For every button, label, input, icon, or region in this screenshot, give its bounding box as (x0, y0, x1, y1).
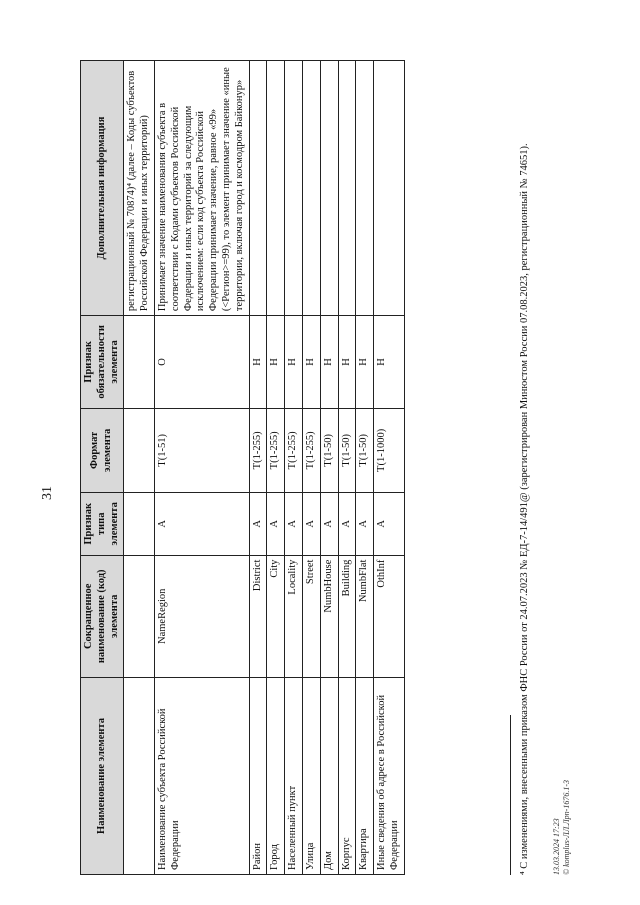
cell-code: District (249, 555, 267, 677)
cell-name: Населенный пункт (285, 678, 303, 875)
cell-format: T(1-255) (285, 408, 303, 492)
cell-name: Наименование субъекта Российской Федерации (154, 678, 249, 875)
table-row (356, 61, 374, 875)
cell-type: А (302, 493, 320, 556)
cell-name: Корпус (338, 678, 356, 875)
table-row (320, 61, 338, 875)
cell-empty (124, 678, 155, 875)
cell-code: OthInf (374, 555, 405, 677)
cell-name: Квартира (356, 678, 374, 875)
table-row (338, 61, 356, 875)
table-header-row (81, 61, 124, 875)
cell-format: T(1-255) (267, 408, 285, 492)
cell-info (302, 61, 320, 316)
cell-info (285, 61, 303, 316)
cell-format: T(1-50) (338, 408, 356, 492)
table-row-continuation (124, 61, 155, 875)
cell-type: А (154, 493, 249, 556)
footnote: ⁴ С изменениями, внесенными приказом ФНС России от 24.07.2023 № ЕД-7-14/491@ (зарегистрирован Минюстом России 07.08.2023, регистрационный № 74651). (519, 143, 530, 875)
header-element-name: Наименование элемента (81, 678, 124, 875)
cell-code: Street (302, 555, 320, 677)
cell-required: Н (302, 316, 320, 409)
cell-info (374, 61, 405, 316)
table-row (285, 61, 303, 875)
cell-format: T(1-255) (249, 408, 267, 492)
rotated-page (40, 60, 600, 880)
cell-code: Locality (285, 555, 303, 677)
cell-info (267, 61, 285, 316)
cell-required: Н (374, 316, 405, 409)
cell-empty (124, 555, 155, 677)
cell-type: А (249, 493, 267, 556)
cell-type: А (356, 493, 374, 556)
cell-required: Н (285, 316, 303, 409)
cell-name: Иные сведения об адресе в Российской Федерации (374, 678, 405, 875)
header-additional-info: Дополнительная информация (81, 61, 124, 316)
header-element-type: Признак типа элемента (81, 493, 124, 556)
cell-format: T(1-51) (154, 408, 249, 492)
table-row (267, 61, 285, 875)
header-element-code: Сокращенное наименование (код) элемента (81, 555, 124, 677)
cell-code: Building (338, 555, 356, 677)
stamp-line-1: 13.03.2024 17:23 (552, 818, 561, 875)
cell-name: Район (249, 678, 267, 875)
signature-stamp (552, 780, 571, 875)
cell-info (320, 61, 338, 316)
cell-info (356, 61, 374, 316)
cell-code: NumbHouse (320, 555, 338, 677)
cell-info (249, 61, 267, 316)
page-number: 31 (40, 486, 55, 500)
cell-code: City (267, 555, 285, 677)
cell-type: А (285, 493, 303, 556)
cell-code: NumbFlat (356, 555, 374, 677)
cell-empty (124, 408, 155, 492)
element-spec-table (80, 60, 405, 875)
cell-type: А (320, 493, 338, 556)
cell-required: Н (338, 316, 356, 409)
cell-required: Н (267, 316, 285, 409)
cell-name: Улица (302, 678, 320, 875)
table-row (374, 61, 405, 875)
cell-name: Город (267, 678, 285, 875)
cell-info: Принимает значение наименования субъекта в соответствии с Кодами субъектов Российской Федерации и иных территорий за следующим исключением: если код субъекта Российской Федерации принимает значение, равное «99» (<Регион>=99), то элемент принимает значение «иные территории, включая город и космодром Байконур» (154, 61, 249, 316)
cell-format: T(1-1000) (374, 408, 405, 492)
stamp-line-2: © komplus-ЛЛ.Лрп-1676.1-3 (561, 780, 571, 875)
cell-info: регистрационный № 70874)⁴ (далее – Коды субъектов Российской Федерации и иных территорий) (124, 61, 155, 316)
table-row (154, 61, 249, 875)
cell-type: А (267, 493, 285, 556)
cell-type: А (338, 493, 356, 556)
cell-required: Н (320, 316, 338, 409)
table-row (302, 61, 320, 875)
header-element-format: Формат элемента (81, 408, 124, 492)
cell-info (338, 61, 356, 316)
cell-format: T(1-255) (302, 408, 320, 492)
table-row (249, 61, 267, 875)
cell-required: Н (356, 316, 374, 409)
cell-name: Дом (320, 678, 338, 875)
cell-format: T(1-50) (320, 408, 338, 492)
cell-type: А (374, 493, 405, 556)
cell-required: О (154, 316, 249, 409)
cell-code: NameRegion (154, 555, 249, 677)
cell-required: Н (249, 316, 267, 409)
cell-empty (124, 493, 155, 556)
cell-format: T(1-50) (356, 408, 374, 492)
header-element-required: Признак обязательности элемента (81, 316, 124, 409)
footnote-divider (510, 715, 511, 875)
cell-empty (124, 316, 155, 409)
